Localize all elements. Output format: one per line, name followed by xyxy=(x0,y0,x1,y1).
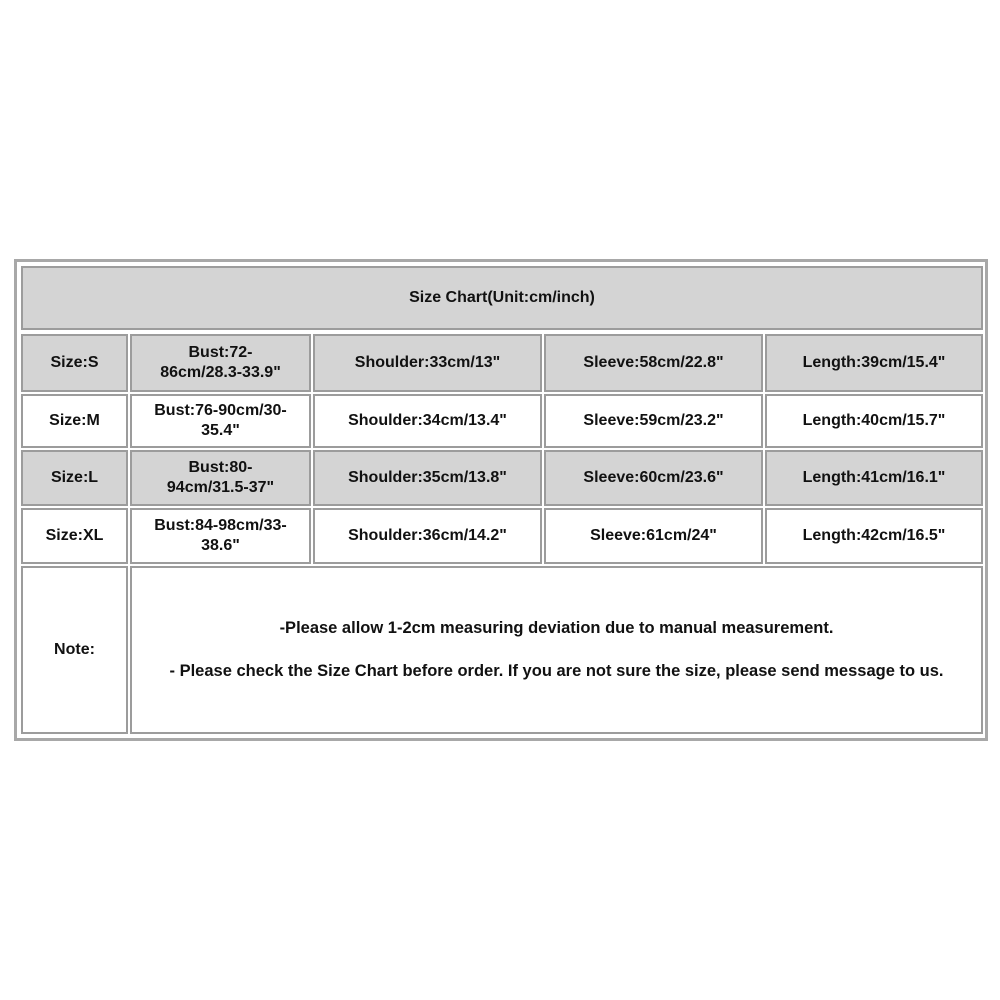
length-cell: Length:39cm/15.4" xyxy=(765,334,983,392)
length-cell: Length:40cm/15.7" xyxy=(765,394,983,448)
bust-cell: Bust:72-86cm/28.3-33.9" xyxy=(130,334,311,392)
note-content xyxy=(130,566,983,734)
sleeve-cell: Sleeve:61cm/24" xyxy=(544,508,763,564)
bust-cell: Bust:84-98cm/33-38.6" xyxy=(130,508,311,564)
shoulder-cell: Shoulder:33cm/13" xyxy=(313,334,542,392)
shoulder-cell: Shoulder:36cm/14.2" xyxy=(313,508,542,564)
size-cell: Size:M xyxy=(21,394,128,448)
note-text: - Please check the Size Chart before order. If you are not sure the size, please send message to us. xyxy=(169,662,944,680)
shoulder-cell: Shoulder:35cm/13.8" xyxy=(313,450,542,506)
size-chart-title: Size Chart(Unit:cm/inch) xyxy=(21,266,983,330)
bust-cell: Bust:76-90cm/30-35.4" xyxy=(130,394,311,448)
bust-cell: Bust:80-94cm/31.5-37" xyxy=(130,450,311,506)
shoulder-cell: Shoulder:34cm/13.4" xyxy=(313,394,542,448)
sleeve-cell: Sleeve:59cm/23.2" xyxy=(544,394,763,448)
length-cell: Length:41cm/16.1" xyxy=(765,450,983,506)
size-cell: Size:XL xyxy=(21,508,128,564)
size-cell: Size:L xyxy=(21,450,128,506)
size-chart-table xyxy=(14,259,988,741)
note-label: Note: xyxy=(21,566,128,734)
size-cell: Size:S xyxy=(21,334,128,392)
length-cell: Length:42cm/16.5" xyxy=(765,508,983,564)
note-text: -Please allow 1-2cm measuring deviation due to manual measurement. xyxy=(279,619,834,637)
sleeve-cell: Sleeve:60cm/23.6" xyxy=(544,450,763,506)
sleeve-cell: Sleeve:58cm/22.8" xyxy=(544,334,763,392)
